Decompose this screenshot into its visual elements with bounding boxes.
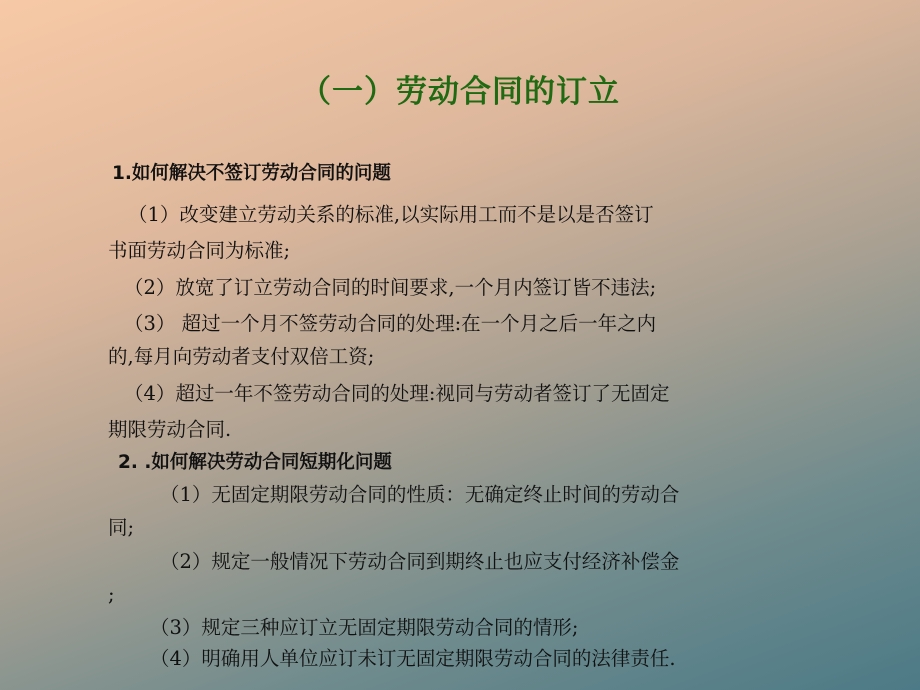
item-2-4: （4）明确用人单位应订未订无固定期限劳动合同的法律责任. <box>150 647 676 670</box>
item-1-4-cont: 期限劳动合同. <box>108 418 232 441</box>
slide-title: （一）劳动合同的订立 <box>300 74 620 110</box>
item-2-3: （3）规定三种应订立无固定期限劳动合同的情形; <box>150 616 579 639</box>
item-1-3-cont: 的,每月向劳动者支付双倍工资; <box>108 345 375 368</box>
item-1-3: （3） 超过一个月不签劳动合同的处理:在一个月之后一年之内 <box>124 312 657 335</box>
item-2-1-cont: 同; <box>108 516 135 539</box>
item-2-2: （2）规定一般情况下劳动合同到期终止也应支付经济补偿金 <box>160 550 680 573</box>
item-1-4: （4）超过一年不签劳动合同的处理:视同与劳动者签订了无固定 <box>124 382 670 405</box>
section-2-heading: 2. .如何解决劳动合同短期化问题 <box>118 452 392 473</box>
item-2-2-cont: ; <box>108 583 115 606</box>
item-1-2: （2）放宽了订立劳动合同的时间要求,一个月内签订皆不违法; <box>124 276 657 299</box>
item-1-1-cont: 书面劳动合同为标准; <box>108 239 291 262</box>
section-1-heading: 1.如何解决不签订劳动合同的问题 <box>112 163 391 184</box>
item-1-1: （1）改变建立劳动关系的标准,以实际用工而不是以是否签订 <box>128 203 654 226</box>
item-2-1: （1）无固定期限劳动合同的性质：无确定终止时间的劳动合 <box>160 483 680 506</box>
